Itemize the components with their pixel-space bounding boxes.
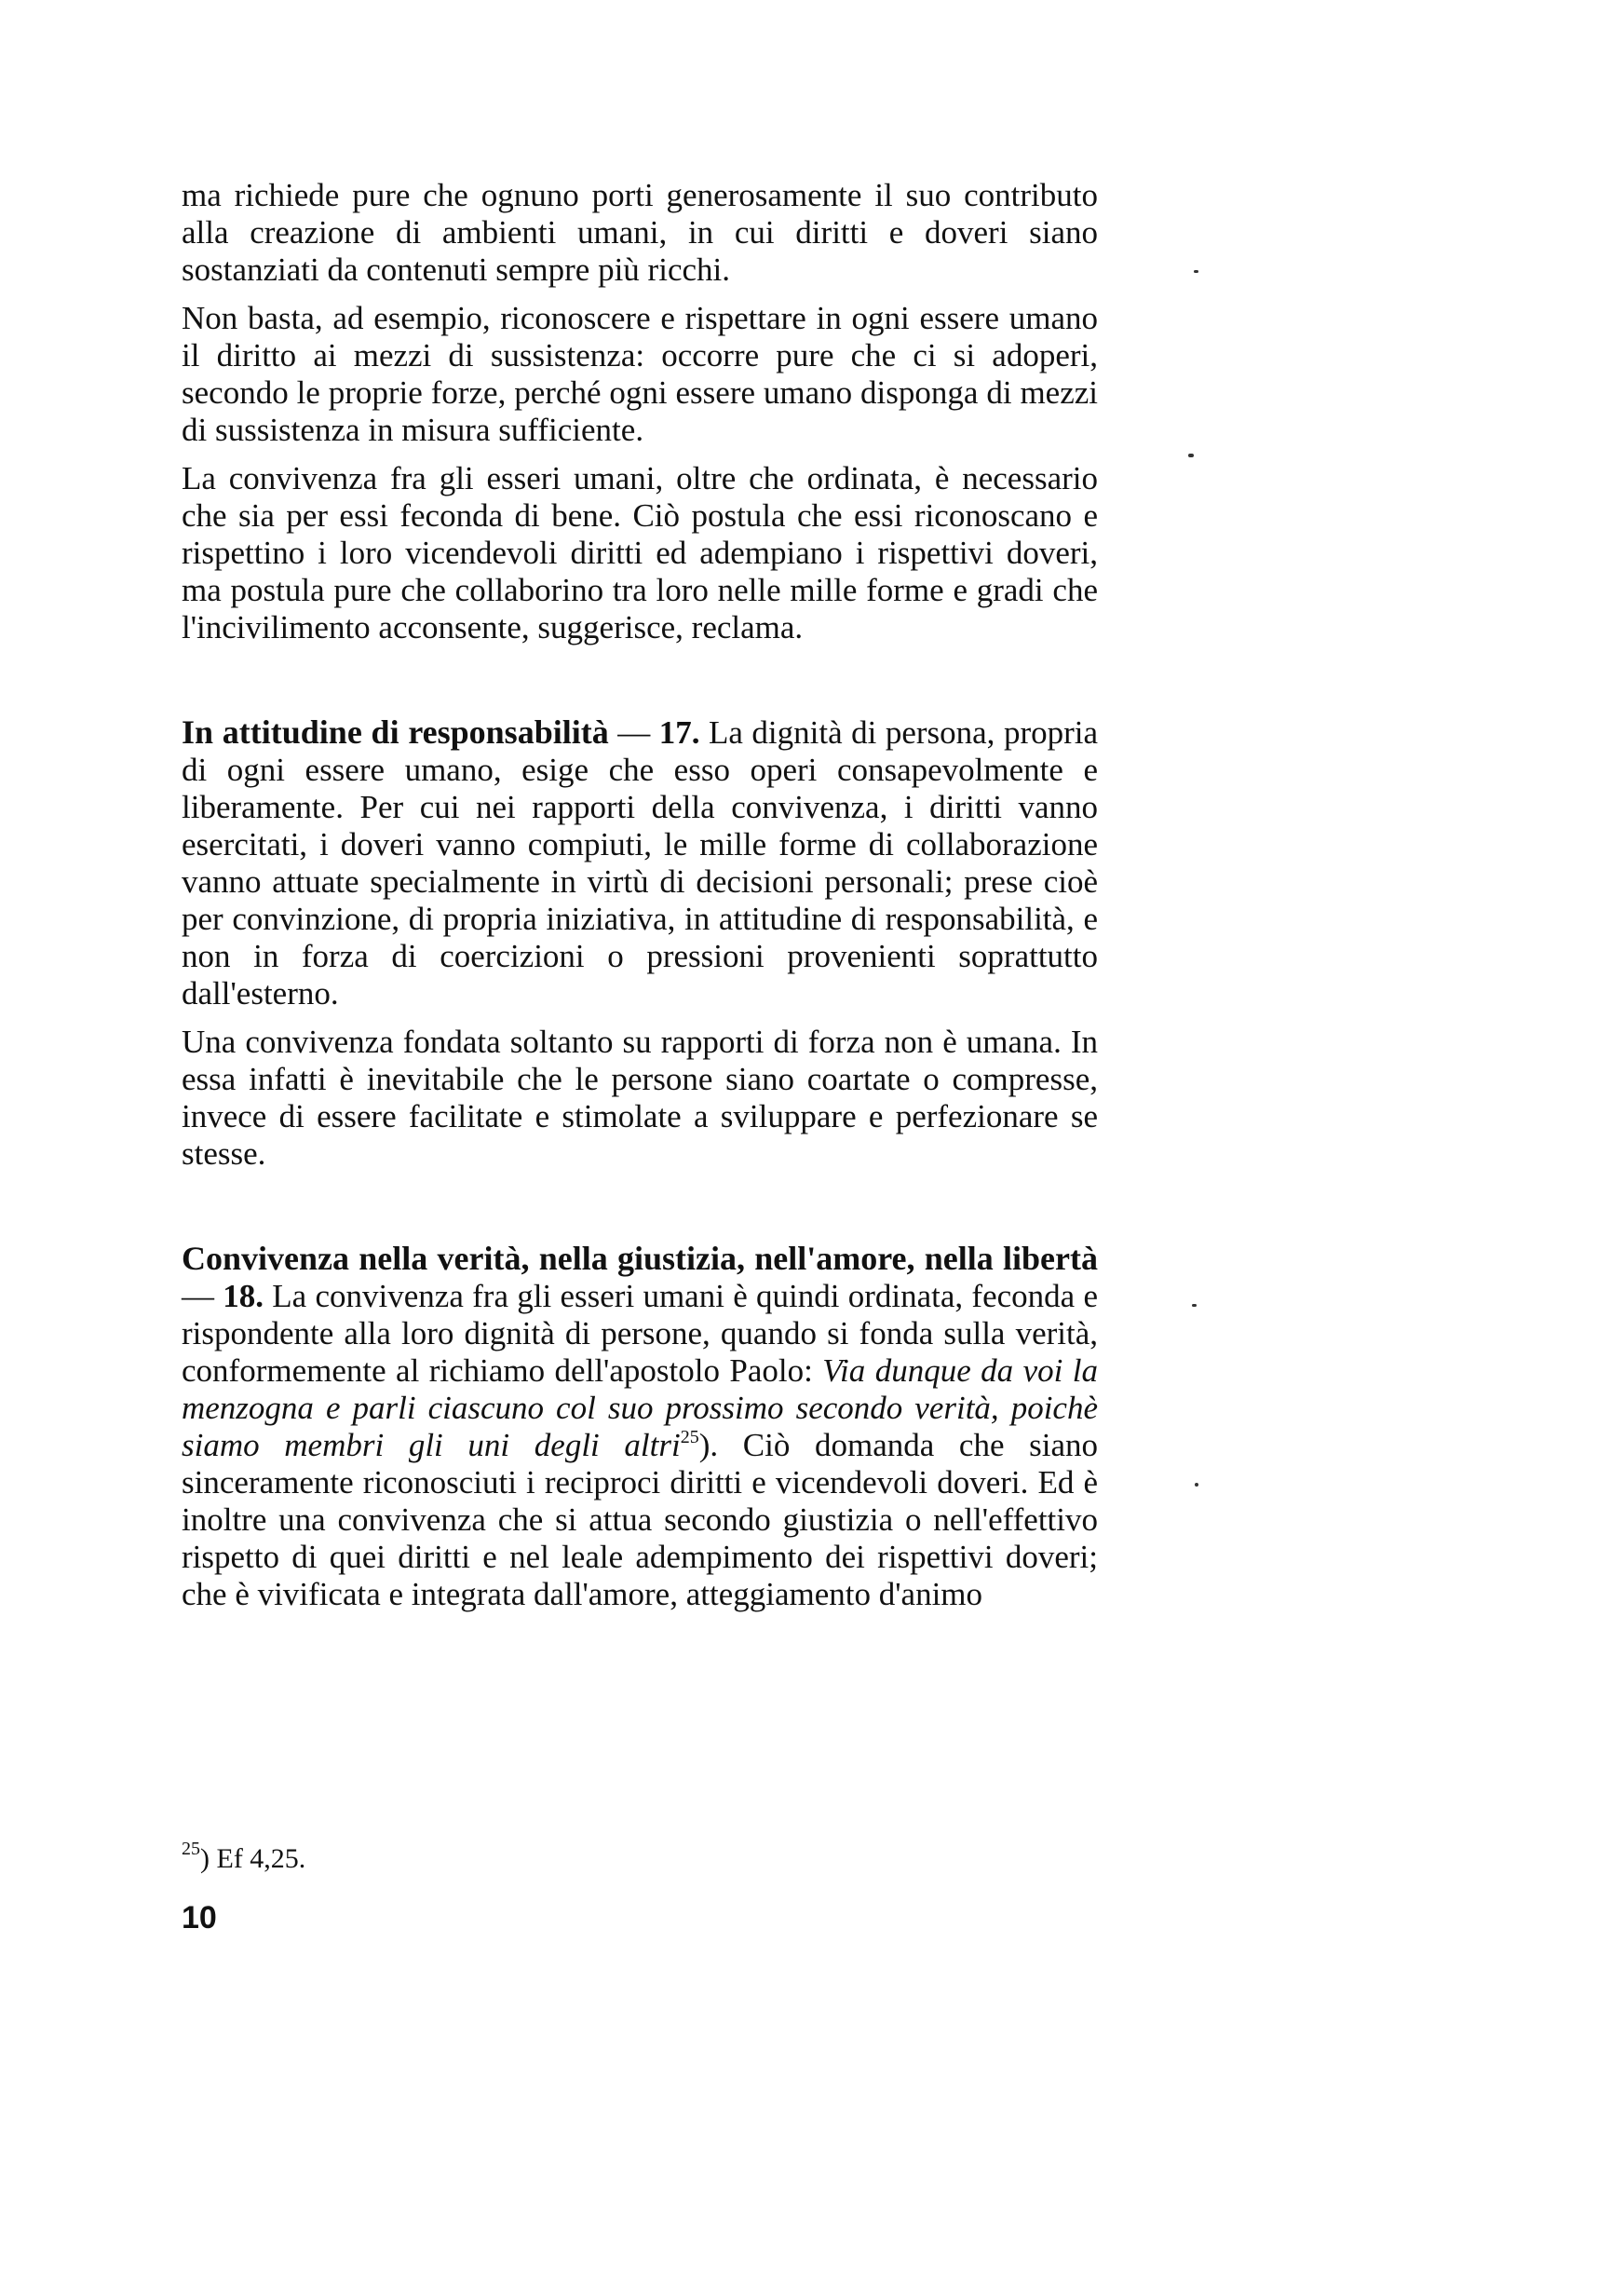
section-17-dash: — bbox=[608, 714, 659, 751]
section-18-text: La convivenza fra gli esseri umani è quindi ordinata, feconda e rispondente alla loro dignità di persone, quando si fonda sulla verità, conformemente al richiamo dell'apostolo Paolo: bbox=[182, 1278, 1098, 1389]
page-body bbox=[182, 177, 1098, 1613]
section-17-text: La dignità di persona, propria di ogni essere umano, esige che esso operi consapevolmente e liberamente. Per cui nei rapporti della convivenza, i diritti vanno esercitati, i doveri vanno compiuti, le mille forme di collaborazione vanno attuate specialmente in virtù di decisioni personali; prese cioè per convinzione, di propria iniziativa, in attitudine di responsabilità, e non in forza di coercizioni o pressioni provenienti soprattutto dall'esterno. bbox=[182, 714, 1099, 1012]
section-18-number: 18. bbox=[223, 1278, 264, 1314]
section-17-paragraph-2: Una convivenza fondata soltanto su rapporti di forza non è umana. In essa infatti è inevitabile che le persone siano coartate o compresse, invece di essere facilitate e stimolate a sviluppare e perfezionare se stesse. bbox=[182, 1024, 1098, 1172]
paragraph-intro-3: La convivenza fra gli esseri umani, oltre che ordinata, è necessario che sia per essi feconda di bene. Ciò postula che essi riconoscano e rispettino i loro vicendevoli diritti ed adempiano i rispettivi doveri, ma postula pure che collaborino tra loro nelle mille forme e gradi che l'incivilimento acconsente, suggerisce, reclama. bbox=[182, 460, 1098, 645]
page-number: 10 bbox=[182, 1900, 217, 1935]
section-18-quote: Via dunque da voi la menzogna e parli ciascuno col suo prossimo secondo verità, poichè siamo membri gli uni degli altri bbox=[182, 1352, 1098, 1463]
scan-speck bbox=[1188, 454, 1194, 457]
scan-speck bbox=[1195, 1483, 1198, 1487]
footnote-reference[interactable]: 25 bbox=[680, 1427, 699, 1447]
section-18-text-after: ). Ciò domanda che siano sinceramente riconosciuti i reciproci diritti e vicendevoli doveri. Ed è inoltre una convivenza che si attua secondo giustizia o nell'effettivo rispetto di quei diritti e nel leale adempimento dei rispettivi doveri; che è vivificata e integrata dall'amore, atteggiamento d'animo bbox=[182, 1427, 1099, 1612]
section-17-paragraph bbox=[182, 713, 1098, 1012]
scan-speck bbox=[1192, 1304, 1197, 1307]
paragraph-intro-2: Non basta, ad esempio, riconoscere e rispettare in ogni essere umano il diritto ai mezzi di sussistenza: occorre pure che ci si adoperi, secondo le proprie forze, perché ogni essere umano disponga di mezzi di sussistenza in misura sufficiente. bbox=[182, 300, 1098, 448]
section-18-dash: — bbox=[182, 1278, 223, 1314]
section-18-paragraph bbox=[182, 1240, 1098, 1613]
footnote-text: ) Ef 4,25. bbox=[200, 1843, 306, 1874]
section-18-heading: Convivenza nella verità, nella giustizia, nell'amore, nella libertà bbox=[182, 1240, 1098, 1277]
scan-speck bbox=[1194, 270, 1198, 273]
section-17 bbox=[182, 713, 1098, 1173]
footnote bbox=[182, 1839, 306, 1876]
section-17-number: 17. bbox=[658, 714, 700, 751]
section-17-heading: In attitudine di responsabilità bbox=[182, 713, 609, 751]
section-18 bbox=[182, 1240, 1098, 1613]
footnote-mark: 25 bbox=[182, 1839, 200, 1859]
paragraph-intro-1: ma richiede pure che ognuno porti generosamente il suo contributo alla creazione di ambienti umani, in cui diritti e doveri siano sostanziati da contenuti sempre più ricchi. bbox=[182, 177, 1098, 288]
